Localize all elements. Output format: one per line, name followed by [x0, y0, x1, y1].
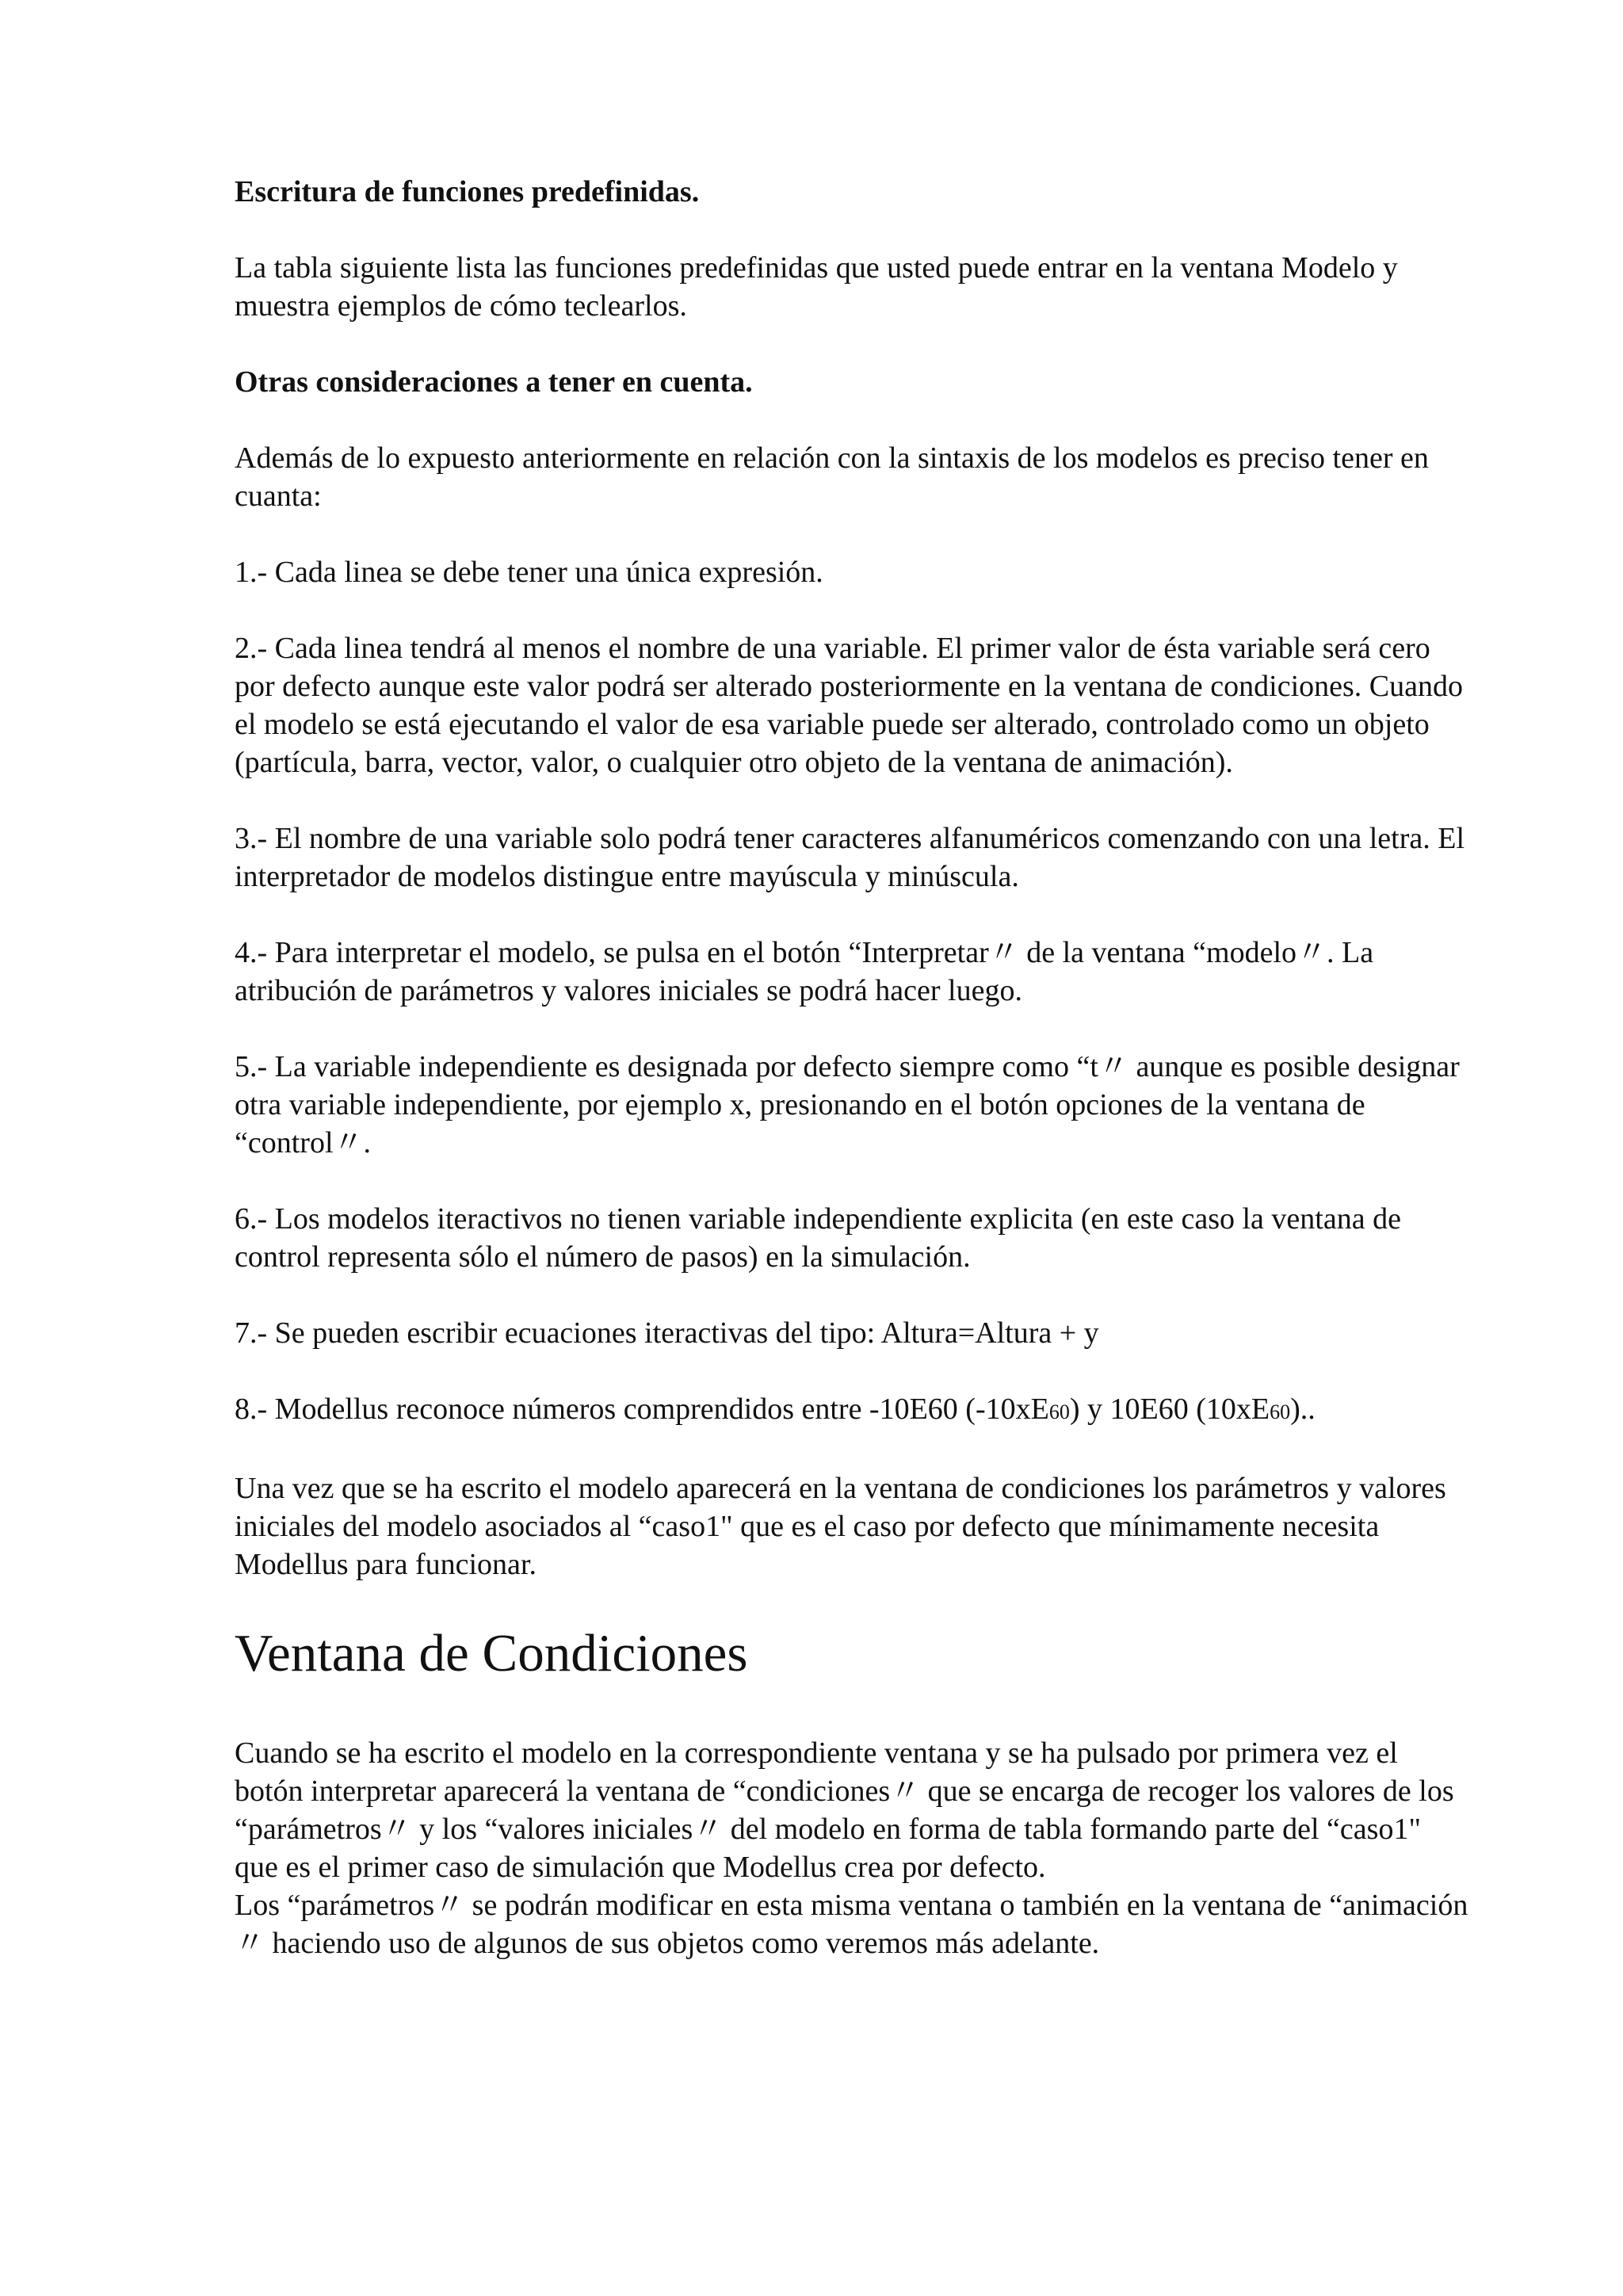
paragraph-cuando: Cuando se ha escrito el modelo en la correspondiente ventana y se ha pulsado por primera vez el botón interpretar aparecerá la ventana de “condiciones〃 que se encarga de recoger los valores de los “parámetros〃 y los “valores iniciales〃 del modelo en forma de tabla formando parte del “caso1" que es el primer caso de simulación que Modellus crea por defecto. [235, 1736, 1454, 1884]
list-item-8-text-c: ).. [1290, 1392, 1316, 1426]
list-item-8 [235, 1390, 1471, 1431]
paragraph-una-vez: Una vez que se ha escrito el modelo aparecerá en la ventana de condiciones los parámetros y valores iniciales del modelo asociados al “caso1" que es el caso por defecto que mínimamente necesita Modellus para funcionar. [235, 1472, 1446, 1581]
list-item-5: 5.- La variable independiente es designada por defecto siempre como “t〃 aunque es posible designar otra variable independiente, por ejemplo x, presionando en el botón opciones de la ventana de “control〃. [235, 1050, 1460, 1159]
paragraph-parametros: Los “parámetros〃 se podrán modificar en esta misma ventana o también en la ventana de “animación〃 haciendo uso de algunos de sus objetos como veremos más adelante. [235, 1889, 1468, 1960]
paragraph-ademas: Además de lo expuesto anteriormente en relación con la sintaxis de los modelos es preciso tener en cuanta: [235, 441, 1429, 513]
list-item-2: 2.- Cada linea tendrá al menos el nombre de una variable. El primer valor de ésta variable será cero por defecto aunque este valor podrá ser alterado posteriormente en la ventana de condiciones. Cuando el modelo se está ejecutando el valor de esa variable puede ser alterado, controlado como un objeto (partícula, barra, vector, valor, o cualquier otro objeto de la ventana de animación). [235, 632, 1464, 779]
list-item-4: 4.- Para interpretar el modelo, se pulsa en el botón “Interpretar〃 de la ventana “modelo〃. La atribución de parámetros y valores iniciales se podrá hacer luego. [235, 936, 1374, 1007]
list-item-8-exponent-b: 60 [1270, 1400, 1291, 1423]
list-item-8-exponent-a: 60 [1048, 1400, 1070, 1423]
heading-funciones-predefinidas: Escritura de funciones predefinidas. [235, 175, 700, 208]
list-item-7: 7.- Se pueden escribir ecuaciones iteractivas del tipo: Altura=Altura + y [235, 1316, 1099, 1350]
list-item-8-text-b: ) y 10E60 (10xE [1069, 1392, 1270, 1426]
paragraph-tabla: La tabla siguiente lista las funciones predefinidas que usted puede entrar en la ventana Modelo y muestra ejemplos de cómo teclearlos. [235, 251, 1398, 323]
heading-otras-consideraciones: Otras consideraciones a tener en cuenta. [235, 365, 753, 399]
list-item-1: 1.- Cada linea se debe tener una única expresión. [235, 556, 823, 589]
list-item-6: 6.- Los modelos iteractivos no tienen variable independiente explicita (en este caso la ventana de control representa sólo el número de pasos) en la simulación. [235, 1202, 1401, 1274]
list-item-8-text-a: 8.- Modellus reconoce números comprendidos entre -10E60 (-10xE [235, 1392, 1049, 1426]
section-title-ventana-condiciones: Ventana de Condiciones [235, 1624, 748, 1683]
list-item-3: 3.- El nombre de una variable solo podrá tener caracteres alfanuméricos comenzando con una letra. El interpretador de modelos distingue entre mayúscula y minúscula. [235, 822, 1465, 893]
